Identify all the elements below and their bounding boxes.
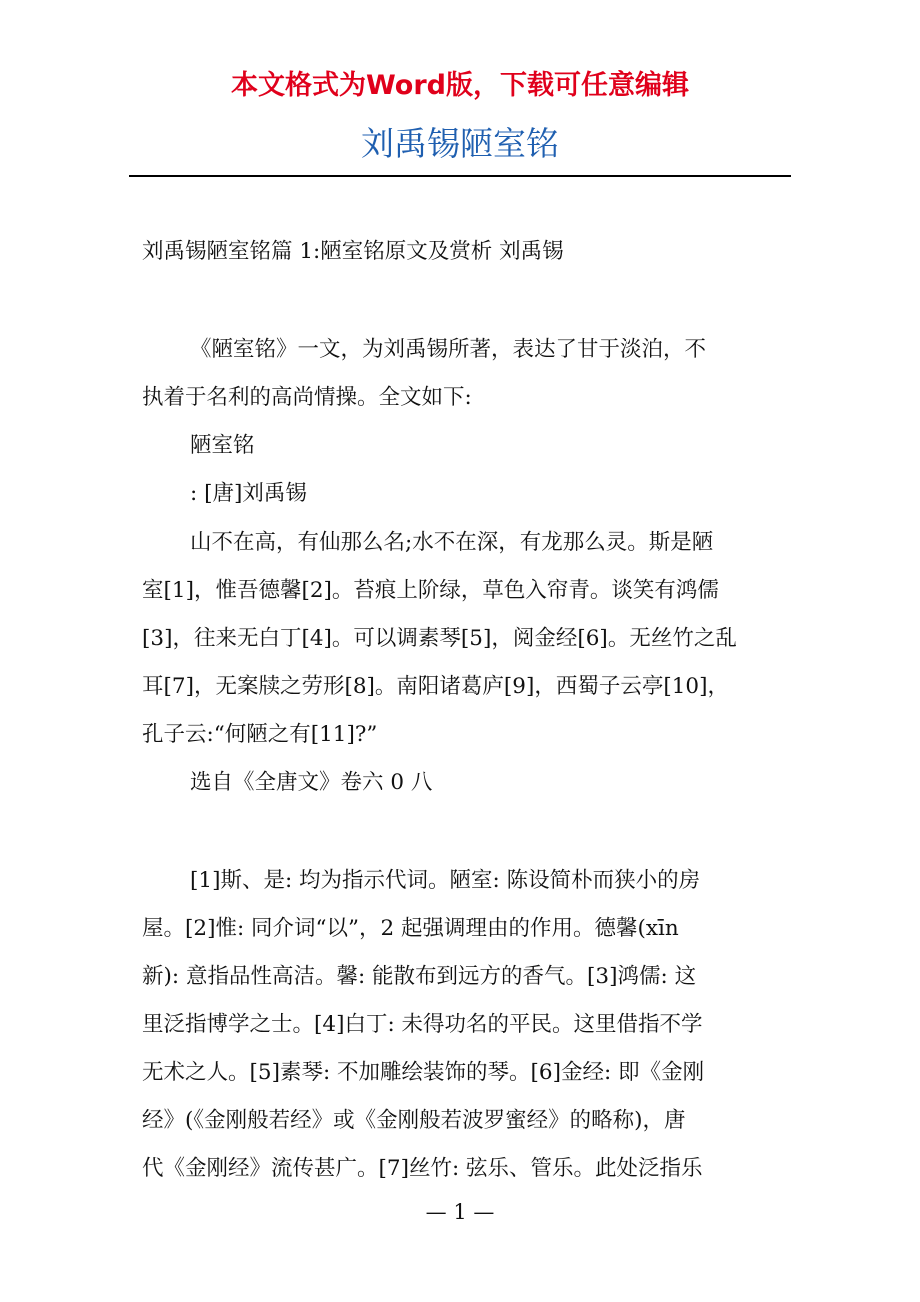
title-rule	[129, 175, 791, 177]
poem-line: 室[1]，惟吾德馨[2]。苔痕上阶绿，草色入帘青。谈笑有鸿儒	[142, 578, 719, 603]
poem-line: 孔子云:“何陋之有[11]?”	[142, 722, 378, 747]
source-line: 选自《全唐文》卷六 0 八	[190, 770, 433, 795]
body-line: 执着于名利的高尚情操。全文如下:	[142, 385, 472, 410]
format-notice-banner: 本文格式为Word版，下载可任意编辑	[230, 70, 689, 101]
body-line: 《陋室铭》一文，为刘禹锡所著，表达了甘于淡泊，不	[190, 337, 707, 362]
annotation-line: 无术之人。[5]素琴: 不加雕绘装饰的琴。[6]金经: 即《金刚	[142, 1060, 705, 1085]
annotation-line: [1]斯、是: 均为指示代词。陋室: 陈设简朴而狭小的房	[190, 868, 701, 893]
document-title: 刘禹锡陋室铭	[361, 124, 559, 163]
annotation-line: 经》(《金刚般若经》或《金刚般若波罗蜜经》的略称)，唐	[142, 1108, 686, 1133]
poem-author-line: : [唐]刘禹锡	[190, 481, 307, 506]
annotation-line: 屋。[2]惟: 同介词“以”，2 起强调理由的作用。德馨(xīn	[142, 916, 679, 941]
annotation-line: 里泛指博学之士。[4]白丁: 未得功名的平民。这里借指不学	[142, 1012, 703, 1037]
annotation-line: 代《金刚经》流传甚广。[7]丝竹: 弦乐、管乐。此处泛指乐	[142, 1156, 703, 1181]
page-number: — 1 —	[425, 1200, 495, 1224]
annotation-line: 新): 意指品性高洁。馨: 能散布到远方的香气。[3]鸿儒: 这	[142, 964, 697, 989]
poem-line: 耳[7]，无案牍之劳形[8]。南阳诸葛庐[9]，西蜀子云亭[10]，	[142, 674, 730, 699]
poem-line: [3]，往来无白丁[4]。可以调素琴[5]，阅金经[6]。无丝竹之乱	[142, 626, 737, 651]
article-heading-line: 刘禹锡陋室铭篇 1:陋室铭原文及赏析 刘禹锡	[142, 239, 564, 264]
poem-title-line: 陋室铭	[190, 433, 255, 458]
poem-line: 山不在高，有仙那么名;水不在深，有龙那么灵。斯是陋	[190, 530, 714, 555]
